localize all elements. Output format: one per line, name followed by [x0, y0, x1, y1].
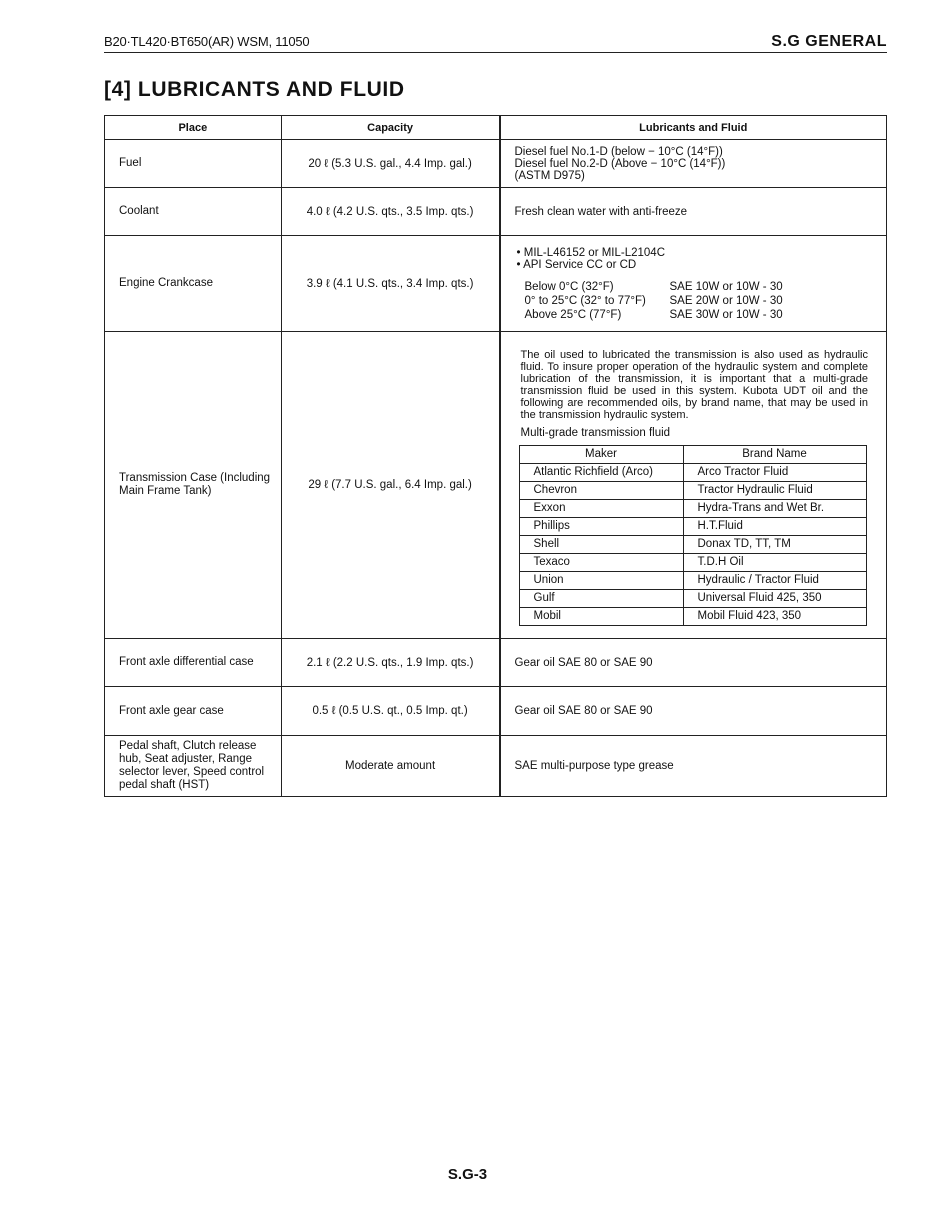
- place-cell: Front axle differential case: [105, 639, 282, 687]
- column-header-place: Place: [105, 116, 282, 140]
- capacity-cell: 29 ℓ (7.7 U.S. gal., 6.4 Imp. gal.): [281, 332, 499, 639]
- capacity-cell: 4.0 ℓ (4.2 U.S. qts., 3.5 Imp. qts.): [281, 188, 499, 236]
- column-header-lubricants: Lubricants and Fluid: [500, 116, 887, 140]
- brand-cell: Hydra-Trans and Wet Br.: [683, 499, 866, 517]
- fuel-line: (ASTM D975): [514, 169, 585, 182]
- brand-header-row: [519, 445, 866, 463]
- capacity-cell: 20 ℓ (5.3 U.S. gal., 4.4 Imp. gal.): [281, 140, 499, 188]
- brand-row: [519, 517, 866, 535]
- lubricant-cell: SAE multi-purpose type grease: [500, 736, 887, 797]
- table-row-front-differential: [105, 639, 887, 687]
- document-code: B20·TL420·BT650(AR) WSM, 11050: [104, 34, 310, 49]
- brand-cell: H.T.Fluid: [683, 517, 866, 535]
- place-cell: Transmission Case (Including Main Frame Tank): [105, 332, 282, 639]
- temp-range: Above 25°C (77°F): [524, 308, 622, 321]
- header-rule: [104, 52, 887, 53]
- section-name: S.G GENERAL: [771, 33, 887, 50]
- lubricant-cell: Gear oil SAE 80 or SAE 90: [500, 687, 887, 736]
- table-header-row: [105, 116, 887, 140]
- place-cell: Coolant: [105, 188, 282, 236]
- fuel-line: Diesel fuel No.2-D (Above − 10°C (14°F)): [514, 157, 726, 170]
- table-row-engine: [105, 236, 887, 332]
- table-row-pedal: [105, 736, 887, 797]
- table-row-fuel: [105, 140, 887, 188]
- brand-cell: Mobil Fluid 423, 350: [683, 607, 866, 625]
- page-number: S.G-3: [447, 1166, 488, 1183]
- table-row-coolant: [105, 188, 887, 236]
- brand-row: [519, 481, 866, 499]
- place-cell: Fuel: [105, 140, 282, 188]
- maker-cell: Chevron: [519, 481, 683, 499]
- maker-cell: Gulf: [519, 589, 683, 607]
- brand-row: [519, 553, 866, 571]
- multi-grade-label: Multi-grade transmission fluid: [520, 426, 671, 439]
- temperature-grid: [525, 281, 887, 321]
- spec-bullet: • MIL-L46152 or MIL-L2104C: [516, 246, 666, 259]
- brand-row: [519, 607, 866, 625]
- brand-cell: Tractor Hydraulic Fluid: [683, 481, 866, 499]
- brand-cell: Universal Fluid 425, 350: [683, 589, 866, 607]
- spec-bullet: • API Service CC or CD: [516, 258, 637, 271]
- capacity-cell: 3.9 ℓ (4.1 U.S. qts., 3.4 Imp. qts.): [281, 236, 499, 332]
- maker-cell: Union: [519, 571, 683, 589]
- lubricant-cell: [500, 332, 887, 639]
- maker-header: Maker: [519, 445, 683, 463]
- maker-cell: Phillips: [519, 517, 683, 535]
- brand-row: [519, 499, 866, 517]
- lubricant-cell: [500, 140, 887, 188]
- brand-cell: Arco Tractor Fluid: [683, 463, 866, 481]
- temp-range: Below 0°C (32°F): [524, 280, 614, 293]
- place-cell: Front axle gear case: [105, 687, 282, 736]
- maker-cell: Exxon: [519, 499, 683, 517]
- lubricant-cell: [500, 236, 887, 332]
- place-cell: Engine Crankcase: [105, 236, 282, 332]
- brand-row: [519, 463, 866, 481]
- maker-cell: Texaco: [519, 553, 683, 571]
- temp-oil: SAE 30W or 10W - 30: [669, 308, 783, 321]
- maker-cell: Shell: [519, 535, 683, 553]
- lubricants-table: [104, 115, 887, 797]
- temp-oil: SAE 20W or 10W - 30: [669, 294, 783, 307]
- brand-cell: Donax TD, TT, TM: [683, 535, 866, 553]
- fuel-line: Diesel fuel No.1-D (below − 10°C (14°F)): [514, 145, 723, 158]
- brand-table: [519, 445, 867, 626]
- capacity-cell: Moderate amount: [281, 736, 499, 797]
- brand-row: [519, 589, 866, 607]
- maker-cell: Atlantic Richfield (Arco): [519, 463, 683, 481]
- page-title: [4] LUBRICANTS AND FLUID: [104, 78, 405, 101]
- brand-cell: Hydraulic / Tractor Fluid: [683, 571, 866, 589]
- place-cell: Pedal shaft, Clutch release hub, Seat adjuster, Range selector lever, Speed control pedal shaft (HST): [105, 736, 282, 797]
- table-row-front-gear: [105, 687, 887, 736]
- temp-range: 0° to 25°C (32° to 77°F): [524, 294, 646, 307]
- capacity-cell: 0.5 ℓ (0.5 U.S. qt., 0.5 Imp. qt.): [281, 687, 499, 736]
- maker-cell: Mobil: [519, 607, 683, 625]
- table-row-transmission: [105, 332, 887, 639]
- brand-header: Brand Name: [683, 445, 866, 463]
- capacity-cell: 2.1 ℓ (2.2 U.S. qts., 1.9 Imp. qts.): [281, 639, 499, 687]
- lubricant-cell: Fresh clean water with anti-freeze: [500, 188, 887, 236]
- brand-row: [519, 571, 866, 589]
- column-header-capacity: Capacity: [281, 116, 499, 140]
- transmission-note: The oil used to lubricated the transmission is also used as hydraulic fluid. To insure proper operation of the hydraulic system and complete lubrication of the transmission, it is important that a multi-grade transmission fluid be used in this system. Kubota UDT oil and the following are recommended oils, by brand name, that may be used in the transmission hydraulic system.: [520, 348, 868, 421]
- brand-row: [519, 535, 866, 553]
- temp-oil: SAE 10W or 10W - 30: [669, 280, 783, 293]
- lubricant-cell: Gear oil SAE 80 or SAE 90: [500, 639, 887, 687]
- brand-cell: T.D.H Oil: [683, 553, 866, 571]
